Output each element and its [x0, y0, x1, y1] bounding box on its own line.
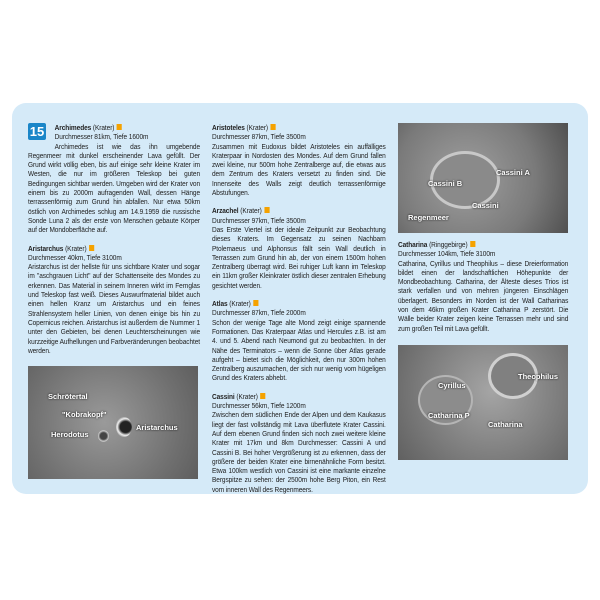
entry-aristarchus	[28, 244, 200, 356]
entry-text: Archimedes ist wie das ihn umgebende Regenmeer mit dunkel erscheinender Lava gefüllt. Der Grund wirkt völlig eben, bis auf einige sehr kleine Krater im Westen, die nur im größeren Teleskop bei guten Bedingungen sichtbar werden. Umgeben wird der Krater von einem bis zu 2000m aufragenden Wall, dessen Hänge terrassenförmig zum Grund hin abfallen. Nur etwa 50km östlich von Archimedes schlug am 14.9.1959 die russische Sonde Luna 2 als der erste von Menschen gebaute Körper auf der Mondoberfläche auf.	[28, 141, 200, 235]
photo-label: Cyrillus	[438, 381, 466, 390]
entry-text: Aristarchus ist der hellste für uns sichtbare Krater und sogar im "aschgrauen Licht" auf der Schattenseite des Mondes zu erkennen. Das Material in seinem Inneren wirkt im Fernglas und Teleskop fast weiß. Dieses Auswurfmaterial bildet auch einen hellen Kranz um Aristarchus und ein feines Strahlensystem heller Linien, von denen einige bis hin zu Copernicus reichen. Aristarchus ist außerdem die Nummer 1 unter den Gebieten, bei denen Leuchterscheinungen wie kurzzeitige Aufhellungen und Farbveränderungen beobachtet werden.	[28, 262, 200, 355]
marker-icon	[470, 241, 475, 247]
entry-type: (Krater)	[246, 123, 268, 132]
entry-text: Das Erste Viertel ist der ideale Zeitpunkt zur Beobachtung dieses Kraters. Im Gegensatz zu seinen Nachbarn Ptolemaeus und Alphonsus fällt sein Wall deutlich in Terrassen zum Grund hin ab, der von einem 1500m hohen Zentralberg überragt wird. Bei ruhiger Luft kann im Teleskop ein 11km großer Kleinkrater östlich dieser zentralen Erhebung gesichtet werden.	[212, 224, 386, 290]
entry-title: Aristoteles	[212, 123, 245, 132]
marker-icon	[260, 393, 265, 399]
entry-title: Atlas	[212, 299, 228, 309]
entry-archimedes	[28, 123, 200, 235]
marker-icon	[117, 124, 122, 130]
column-3	[398, 240, 568, 342]
entry-aristoteles	[212, 123, 386, 197]
entry-cassini	[212, 392, 386, 494]
entry-dims: Durchmesser 87km, Tiefe 2000m	[212, 308, 306, 318]
crater-herodotus	[98, 430, 109, 442]
entry-text: Zusammen mit Eudoxus bildet Aristoteles ein auffälliges Kraterpaar in Nordosten des Mondes. Auf dem Grund fallen zwei kleine, nur 500m hohe Zentralberge auf, die etwas aus dem Zentrum des Kraters versetzt zu finden sind. Die Innenseite des Walls zeigt deutlich terrassenförmige Abstufungen.	[212, 141, 386, 198]
entry-title: Catharina	[398, 240, 428, 249]
crater-aristarchus	[116, 417, 132, 437]
entry-dims: Durchmesser 40km, Tiefe 3100m	[28, 252, 122, 262]
entry-type: (Krater)	[236, 391, 258, 401]
photo-cassini	[398, 123, 568, 233]
entry-type: (Krater)	[92, 123, 115, 132]
photo-label: Herodotus	[51, 430, 89, 439]
entry-type: (Krater)	[65, 243, 87, 253]
photo-catharina	[398, 345, 568, 460]
entry-type: (Ringgebirge)	[429, 240, 468, 249]
entry-catharina	[398, 240, 568, 333]
entry-title: Archimedes	[54, 123, 92, 132]
photo-label: Aristarchus	[136, 423, 178, 432]
photo-aristarchus	[28, 366, 198, 479]
page-number-badge: 15	[29, 124, 45, 139]
entry-dims: Durchmesser 81km, Tiefe 1600m	[54, 132, 149, 142]
photo-label: Cassini B	[428, 179, 463, 188]
marker-icon	[253, 300, 258, 306]
photo-label: "Kobrakopf"	[62, 410, 107, 419]
photo-label: Catharina	[488, 420, 523, 429]
entry-dims: Durchmesser 97km, Tiefe 3500m	[212, 215, 306, 225]
marker-icon	[89, 245, 94, 251]
entry-text: Schon der wenige Tage alte Mond zeigt einige spannende Formationen. Das Kraterpaar Atlas und Hercules z.B. ist am 4. und 5. Abend nach Neumond gut zu beobachten. In der Nähe des Terminators – wenn die Sonne über Atlas gerade aufgeht – bietet sich die Möglichkeit, den nur 300m hohen Zentralberg auszumachen, der sich nur wenig vom hügeligen Grund des Kraters abhebt.	[212, 317, 386, 383]
entry-title: Cassini	[212, 391, 235, 401]
entry-type: (Krater)	[229, 299, 251, 309]
column-1	[28, 123, 200, 364]
photo-label: Schrötertal	[48, 392, 88, 401]
photo-label: Catharina P	[428, 411, 470, 420]
photo-label: Regenmeer	[408, 213, 449, 222]
entry-atlas	[212, 299, 386, 383]
marker-icon	[264, 207, 269, 213]
column-2	[212, 123, 386, 503]
photo-label: Theophilus	[518, 372, 558, 381]
entry-title: Arzachel	[212, 206, 239, 216]
entry-type: (Krater)	[240, 206, 262, 216]
entry-title: Aristarchus	[28, 243, 64, 253]
entry-dims: Durchmesser 104km, Tiefe 3100m	[398, 249, 496, 259]
entry-dims: Durchmesser 87km, Tiefe 3500m	[212, 132, 306, 142]
photo-label: Cassini	[472, 201, 499, 210]
marker-icon	[271, 124, 276, 130]
entry-dims: Durchmesser 56km, Tiefe 1200m	[212, 401, 306, 411]
entry-text: Catharina, Cyrillus und Theophilus – diese Dreierformation bildet einen der landschaftlichen Höhepunkte der Mondbeobachtung. Catharina, der Älteste dieses Trios ist stark verfallen und von mehren jüngeren Einschlägen überlagert. Besonders im Norden ist der Wall Catharinas von dem 46km großen Krater Catharina P zerstört. Die Wälle beider Krater zeigen keine Terrassen mehr und sind zum großen Teil mit Lava gefüllt.	[398, 258, 569, 333]
entry-arzachel	[212, 206, 386, 290]
entry-text: Zwischen dem südlichen Ende der Alpen und dem Kaukasus liegt der fast vollständig mit Lava überflutete Krater Cassini. Auf dem ebenen Grund finden sich noch zwei weitere kleine Krater mit 17km und 8km Durchmesser: Cassini A und Cassini B. Bei hoher Vergrößerung ist zu erkennen, dass der größere der beiden Krater eine birnenähnliche Form besitzt. Etwa 100km westlich von Cassini ist eine markante einzelne Bergspitze zu sehen: der 2500m hohe Berg Piton, ein Rest vom inneren Wall des Regenmeers.	[212, 410, 386, 494]
photo-label: Cassini A	[496, 168, 530, 177]
